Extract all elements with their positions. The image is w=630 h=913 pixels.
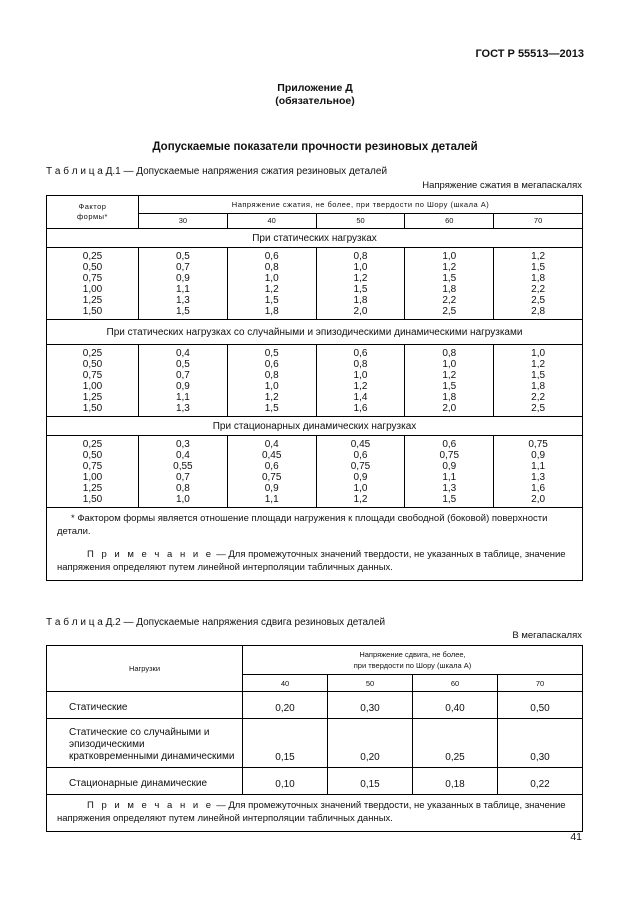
stress-value: 0,4 <box>175 450 190 461</box>
shear-hardness-col-50: 50 <box>328 675 413 692</box>
factor-value: 0,50 <box>82 262 103 273</box>
stress-value: 0,45 <box>261 450 282 461</box>
factor-value: 1,50 <box>82 306 103 317</box>
stress-value: 0,75 <box>528 439 548 450</box>
factor-value: 1,00 <box>82 284 103 295</box>
stress-value: 1,2 <box>353 381 368 392</box>
stress-value: 0,8 <box>264 370 279 381</box>
factor-value: 1,25 <box>82 483 103 494</box>
stress-value: 0,9 <box>531 450 546 461</box>
load-name-static: Статические <box>47 692 243 719</box>
factor-value: 1,25 <box>82 392 103 403</box>
stress-value: 1,0 <box>353 262 368 273</box>
stress-value: 0,4 <box>264 439 279 450</box>
hardness-col-50: 50 <box>316 213 405 228</box>
stress-value: 0,45 <box>350 439 371 450</box>
stress-value: 1,5 <box>264 295 279 306</box>
stress-values <box>139 436 228 508</box>
load-name-dynamic: Стационарные динамические <box>47 768 243 795</box>
stress-value: 0,9 <box>442 461 457 472</box>
stress-values <box>139 345 228 417</box>
factor-value: 1,00 <box>82 472 103 483</box>
stress-value: 0,9 <box>264 483 279 494</box>
factor-value: 1,50 <box>82 494 103 505</box>
table1-notes <box>47 508 583 581</box>
stress-value: 0,7 <box>175 370 190 381</box>
stress-value: 1,1 <box>264 494 279 505</box>
stress-value: 0,9 <box>353 472 368 483</box>
shear-group-header-line1: Напряжение сдвига, не более, <box>359 650 466 659</box>
loads-header: Нагрузки <box>47 646 243 692</box>
table2-caption-text: Д.2 — Допускаемые напряжения сдвига резиновых деталей <box>105 617 386 628</box>
table2-notes <box>47 795 583 832</box>
section-data-static <box>47 248 583 320</box>
stress-value: 0,7 <box>175 472 190 483</box>
stress-value: 1,2 <box>264 284 279 295</box>
table1-caption <box>46 166 387 177</box>
factor-value: 0,25 <box>82 251 103 262</box>
table-row <box>47 692 583 719</box>
stress-value: 0,5 <box>175 251 190 262</box>
stress-value: 0,75 <box>261 472 282 483</box>
stress-values <box>405 436 494 508</box>
stress-value: 1,2 <box>442 370 457 381</box>
factor-value: 0,25 <box>82 439 103 450</box>
stress-value: 1,3 <box>175 295 190 306</box>
table1-units: Напряжение сжатия в мегапаскалях <box>422 180 582 191</box>
hardness-col-30: 30 <box>139 213 228 228</box>
stress-value: 2,8 <box>531 306 546 317</box>
factor-value: 0,50 <box>82 359 103 370</box>
stress-value: 1,2 <box>264 392 279 403</box>
stress-value: 1,2 <box>353 494 368 505</box>
stress-value: 0,6 <box>442 439 457 450</box>
stress-value: 1,5 <box>175 306 190 317</box>
factor-value: 0,50 <box>82 450 103 461</box>
factor-value: 0,75 <box>82 461 103 472</box>
stress-value: 2,0 <box>531 494 546 505</box>
stress-value: 2,5 <box>531 403 546 414</box>
stress-value: 1,8 <box>531 381 546 392</box>
table-row <box>47 768 583 795</box>
shear-stress-table <box>46 645 583 832</box>
factor-values <box>47 436 139 508</box>
shear-value: 0,30 <box>498 719 583 768</box>
load-name-static-episodic: Статические со случайными и эпизодическими кратковременными динамическими <box>47 719 243 768</box>
section-data-static-episodic <box>47 345 583 417</box>
table2-caption <box>46 617 385 628</box>
stress-value: 0,6 <box>264 461 279 472</box>
stress-value: 1,1 <box>531 461 546 472</box>
section-title-static: При статических нагрузках <box>47 229 583 248</box>
stress-value: 2,2 <box>531 392 546 403</box>
stress-values <box>494 345 583 417</box>
stress-value: 1,5 <box>264 403 279 414</box>
page-number: 41 <box>570 831 582 843</box>
section-heading: Допускаемые показатели прочности резиновых деталей <box>152 141 478 153</box>
stress-values <box>494 248 583 320</box>
table1-note <box>57 548 572 574</box>
shear-value: 0,50 <box>498 692 583 719</box>
stress-value: 1,0 <box>264 381 279 392</box>
stress-value: 1,0 <box>175 494 190 505</box>
stress-value: 1,6 <box>353 403 368 414</box>
stress-value: 0,3 <box>175 439 190 450</box>
table1-footnote: * Фактором формы является отношение площади нагружения к площади свободной (боковой) поверхности детали. <box>57 513 548 537</box>
stress-value: 1,8 <box>353 295 368 306</box>
stress-value: 1,3 <box>531 472 546 483</box>
stress-value: 2,2 <box>531 284 546 295</box>
compression-stress-table <box>46 195 583 581</box>
stress-value: 1,5 <box>442 381 457 392</box>
stress-value: 2,5 <box>531 295 546 306</box>
hardness-col-40: 40 <box>227 213 316 228</box>
stress-value: 1,8 <box>264 306 279 317</box>
stress-value: 2,2 <box>442 295 457 306</box>
stress-value: 1,1 <box>175 284 190 295</box>
factor-value: 1,25 <box>82 295 103 306</box>
stress-value: 1,2 <box>531 251 546 262</box>
shear-hardness-col-70: 70 <box>498 675 583 692</box>
shear-value: 0,15 <box>328 768 413 795</box>
stress-value: 1,5 <box>442 494 457 505</box>
stress-value: 0,8 <box>353 359 368 370</box>
stress-value: 1,5 <box>353 284 368 295</box>
shear-value: 0,15 <box>243 719 328 768</box>
stress-value: 1,2 <box>442 262 457 273</box>
factor-value: 1,50 <box>82 403 103 414</box>
stress-values <box>316 345 405 417</box>
standard-number: ГОСТ Р 55513—2013 <box>475 48 584 60</box>
stress-value: 0,8 <box>442 348 457 359</box>
stress-value: 1,1 <box>175 392 190 403</box>
factor-values <box>47 248 139 320</box>
hardness-col-70: 70 <box>494 213 583 228</box>
stress-value: 1,4 <box>353 392 368 403</box>
stress-value: 1,5 <box>442 273 457 284</box>
shear-hardness-col-60: 60 <box>413 675 498 692</box>
stress-value: 1,6 <box>531 483 546 494</box>
stress-value: 1,2 <box>531 359 546 370</box>
section-title-dynamic: При стационарных динамических нагрузках <box>47 417 583 436</box>
stress-values <box>316 436 405 508</box>
table1-caption-text: Д.1 — Допускаемые напряжения сжатия резиновых деталей <box>105 166 388 177</box>
stress-value: 0,75 <box>439 450 460 461</box>
shear-value: 0,40 <box>413 692 498 719</box>
factor-value: 0,75 <box>82 370 103 381</box>
stress-values <box>405 345 494 417</box>
stress-value: 1,8 <box>442 392 457 403</box>
stress-value: 1,3 <box>175 403 190 414</box>
stress-value: 0,9 <box>175 273 190 284</box>
factor-value: 0,75 <box>82 273 103 284</box>
shear-value: 0,22 <box>498 768 583 795</box>
table2-units: В мегапаскалях <box>512 630 582 641</box>
stress-values <box>227 345 316 417</box>
shear-value: 0,10 <box>243 768 328 795</box>
stress-value: 1,8 <box>442 284 457 295</box>
table2-note-text: — Для промежуточных значений твердости, не указанных в таблице, значение напряжения определяют путем линейной интерполяции табличных данных. <box>57 800 566 824</box>
shear-value: 0,20 <box>328 719 413 768</box>
stress-value: 1,0 <box>353 370 368 381</box>
table2-note <box>57 799 572 825</box>
stress-value: 0,5 <box>264 348 279 359</box>
stress-value: 0,7 <box>175 262 190 273</box>
factor-value: 1,00 <box>82 381 103 392</box>
stress-value: 1,3 <box>442 483 457 494</box>
shear-value: 0,20 <box>243 692 328 719</box>
stress-value: 1,0 <box>442 359 457 370</box>
table2-caption-label: Т а б л и ц а <box>46 617 103 628</box>
annex-status: (обязательное) <box>275 95 355 107</box>
section-data-dynamic <box>47 436 583 508</box>
factor-values <box>47 345 139 417</box>
stress-values <box>494 436 583 508</box>
stress-value: 1,5 <box>531 370 546 381</box>
stress-value: 0,8 <box>353 251 368 262</box>
stress-value: 0,8 <box>264 262 279 273</box>
stress-value: 1,8 <box>531 273 546 284</box>
shear-hardness-col-40: 40 <box>243 675 328 692</box>
stress-value: 0,6 <box>264 359 279 370</box>
stress-value: 0,6 <box>353 348 368 359</box>
section-title-static-episodic: При статических нагрузках со случайными и эпизодическими динамическими нагрузками <box>47 320 583 345</box>
hardness-group-header: Напряжение сжатия, не более, при твердости по Шору (шкала А) <box>139 196 583 214</box>
stress-value: 0,75 <box>350 461 371 472</box>
stress-value: 0,55 <box>173 461 193 472</box>
stress-value: 0,8 <box>175 483 190 494</box>
stress-value: 1,2 <box>353 273 368 284</box>
stress-value: 1,1 <box>442 472 457 483</box>
table1-note-text: — Для промежуточных значений твердости, не указанных в таблице, значение напряжения определяют путем линейной интерполяции табличных данных. <box>57 549 566 573</box>
stress-value: 0,6 <box>264 251 279 262</box>
stress-values <box>139 248 228 320</box>
stress-value: 0,9 <box>175 381 190 392</box>
shear-value: 0,25 <box>413 719 498 768</box>
stress-value: 1,0 <box>442 251 457 262</box>
shear-value: 0,30 <box>328 692 413 719</box>
stress-value: 1,5 <box>531 262 546 273</box>
factor-header: Фактор формы* <box>47 196 139 229</box>
stress-value: 0,5 <box>175 359 190 370</box>
table2-note-label: П р и м е ч а н и е <box>87 800 214 811</box>
shear-group-header-line2: при твердости по Шору (шкала А) <box>353 661 472 670</box>
stress-value: 1,0 <box>353 483 368 494</box>
table-row <box>47 719 583 768</box>
shear-group-header <box>243 646 583 675</box>
stress-value: 2,0 <box>442 403 457 414</box>
stress-values <box>227 248 316 320</box>
stress-value: 1,0 <box>264 273 279 284</box>
stress-values <box>316 248 405 320</box>
stress-values <box>227 436 316 508</box>
shear-value: 0,18 <box>413 768 498 795</box>
factor-value: 0,25 <box>82 348 103 359</box>
table1-caption-label: Т а б л и ц а <box>46 166 103 177</box>
annex-title: Приложение Д <box>277 82 353 94</box>
stress-value: 1,0 <box>531 348 546 359</box>
stress-values <box>405 248 494 320</box>
hardness-col-60: 60 <box>405 213 494 228</box>
stress-value: 2,0 <box>353 306 368 317</box>
stress-value: 2,5 <box>442 306 457 317</box>
table1-note-label: П р и м е ч а н и е <box>87 549 214 560</box>
stress-value: 0,4 <box>175 348 190 359</box>
stress-value: 0,6 <box>353 450 368 461</box>
